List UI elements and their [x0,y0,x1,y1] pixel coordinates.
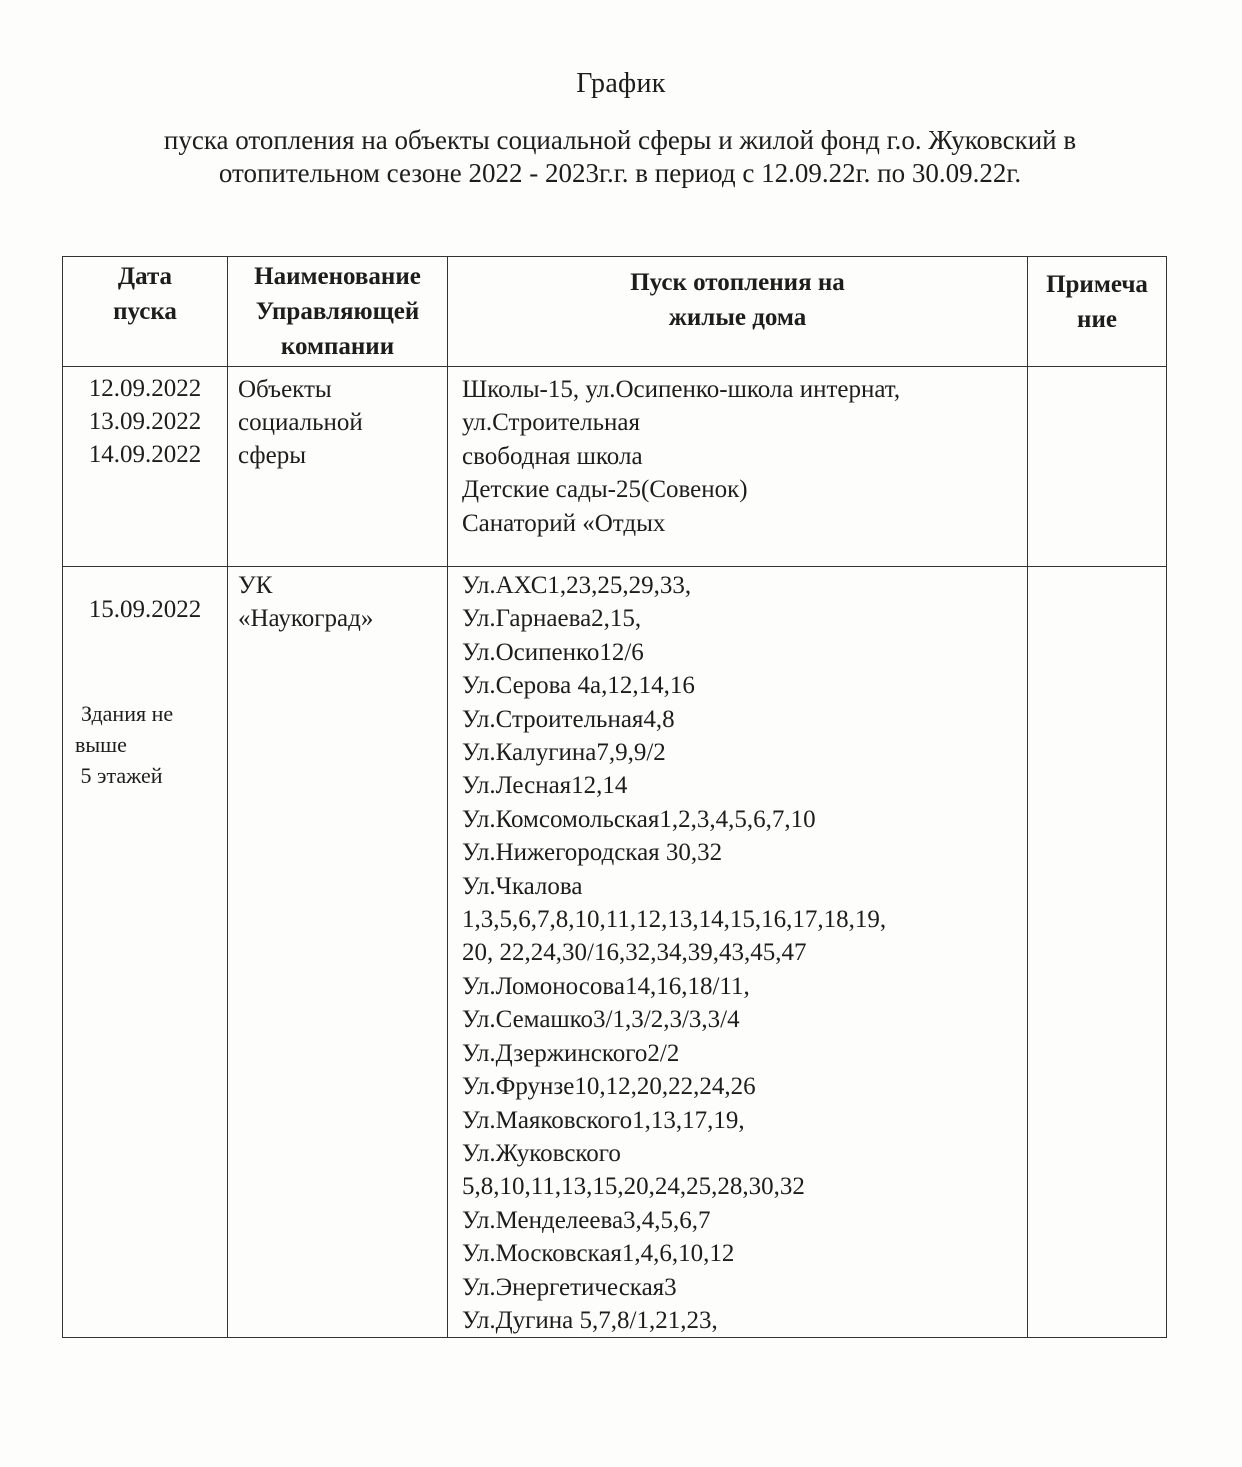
heating-schedule-table [62,256,1167,1338]
address-line: Ул.Строительная4,8 [462,705,675,733]
document-title: График [576,68,666,99]
cell-addresses [448,367,1028,567]
date-value: 14.09.2022 [88,441,202,468]
cell-company [228,567,448,1338]
header-note [1028,257,1167,367]
address-line: Ул.Фрунзе10,12,20,22,24,26 [462,1073,756,1101]
date-note-line: Здания не [81,701,174,726]
address-line: 1,3,5,6,7,8,10,11,12,13,14,15,16,17,18,19, [462,906,887,934]
company-line: сферы [238,442,306,469]
address-line: Ул.Чкалова [462,872,583,900]
address-line: Ул.Дугина 5,7,8/1,21,23, [462,1306,718,1334]
subtitle-line: отопительном сезоне 2022 - 2023г.г. в период с 12.09.22г. по 30.09.22г. [218,158,1022,188]
cell-dates [63,367,228,567]
header-company [228,257,448,367]
address-line: Ул.Маяковского1,13,17,19, [462,1106,745,1134]
address-line: Ул.Энергетическая3 [462,1273,677,1301]
header-text: ние [1077,306,1117,333]
date-value: 15.09.2022 [88,596,202,623]
cell-addresses [448,567,1028,1338]
header-text: Дата [117,263,173,290]
address-line: Детские сады-25(Совенок) [462,476,748,504]
address-line: Ул.Московская1,4,6,10,12 [462,1240,735,1268]
company-line: Объекты [238,376,332,403]
cell-note [1028,567,1167,1338]
header-text: Наименование [254,263,421,290]
table-row [63,567,1167,1338]
company-line: социальной [238,409,363,436]
table-row [63,367,1167,567]
address-line: Санаторий «Отдых [462,509,666,537]
address-line: Ул.Жуковского [462,1139,621,1167]
header-text: компании [280,333,395,360]
subtitle-line: пуска отопления на объекты социальной сферы и жилой фонд г.о. Жуковский в [163,125,1077,155]
address-line: Ул.Гарнаева2,15, [462,605,642,633]
header-text: пуска [113,298,177,325]
header-text: жилые дома [668,304,807,331]
company-line: УК [238,572,273,599]
address-line: свободная школа [462,442,643,470]
address-list [448,567,1027,1337]
date-note-line: выше [75,732,127,757]
address-line: Ул.Осипенко12/6 [462,638,644,666]
address-line: Ул.Серова 4а,12,14,16 [462,672,695,700]
address-line: Ул.АХС1,23,25,29,33, [462,572,692,599]
header-date [63,257,228,367]
address-line: ул.Строительная [462,409,640,437]
address-line: 20, 22,24,30/16,32,34,39,43,45,47 [462,939,807,967]
address-line: Ул.Менделеева3,4,5,6,7 [462,1206,711,1234]
header-text: Пуск отопления на [630,269,845,296]
header-text: Примеча [1046,271,1148,298]
address-line: Ул.Лесная12,14 [462,772,628,800]
date-note [63,698,227,791]
address-line: Ул.Семашко3/1,3/2,3/3,3/4 [462,1006,740,1034]
address-line: Школы-15, ул.Осипенко-школа интернат, [462,376,901,403]
company-line: «Наукоград» [238,605,374,632]
date-value: 13.09.2022 [88,408,202,435]
cell-note [1028,367,1167,567]
address-line: Ул.Калугина7,9,9/2 [462,739,666,767]
document-subtitle [100,124,1140,190]
address-line: Ул.Нижегородская 30,32 [462,839,723,867]
header-heating [448,257,1028,367]
header-text: Управляющей [255,298,420,325]
date-value: 12.09.2022 [88,375,202,402]
address-line: Ул.Ломоносова14,16,18/11, [462,972,750,1000]
cell-company [228,367,448,567]
table-header-row [63,257,1167,367]
cell-dates [63,567,228,1338]
address-line: Ул.Дзержинского2/2 [462,1039,680,1067]
date-note-line: 5 этажей [75,763,163,788]
address-line: Ул.Комсомольская1,2,3,4,5,6,7,10 [462,805,816,833]
address-line: 5,8,10,11,13,15,20,24,25,28,30,32 [462,1173,805,1201]
